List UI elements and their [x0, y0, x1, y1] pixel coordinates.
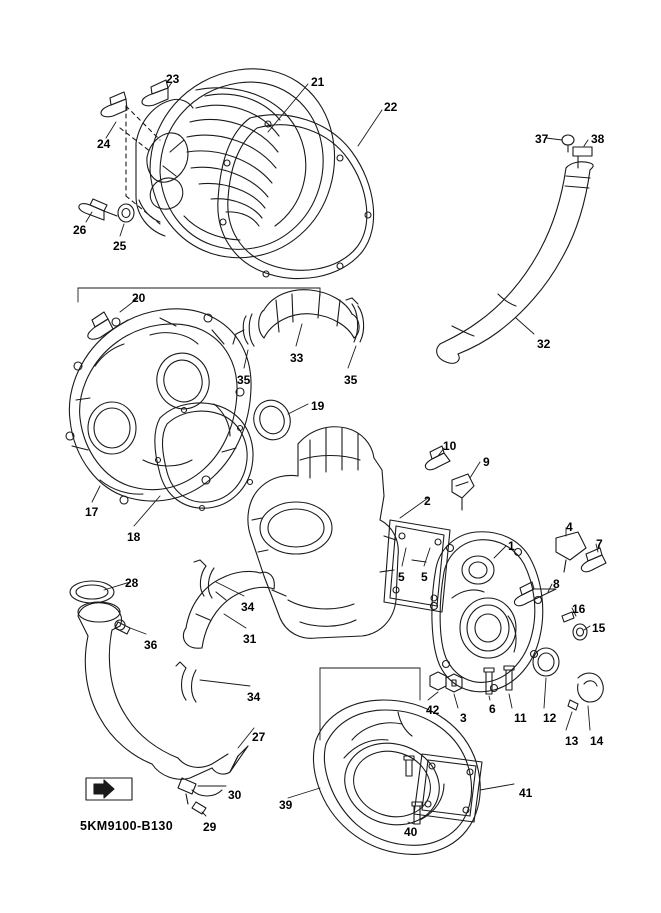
callout-42: 42 [426, 703, 440, 717]
callout-26: 26 [73, 223, 87, 237]
air-duct-27 [70, 581, 248, 814]
callout-14: 14 [590, 734, 604, 748]
air-duct-32 [437, 132, 594, 363]
callout-6: 6 [489, 702, 496, 716]
engine-crankcase [248, 427, 450, 639]
callout-15: 15 [592, 621, 606, 635]
cover-gasket-22 [218, 115, 374, 279]
callout-38: 38 [591, 132, 605, 146]
cover-gasket-18 [155, 403, 253, 510]
right-hardware-cluster [425, 446, 606, 710]
callout-5-b: 5 [421, 570, 428, 584]
fwd-arrow-badge [86, 778, 132, 800]
callout-33: 33 [290, 351, 304, 365]
callout-2: 2 [424, 494, 431, 508]
callout-4: 4 [566, 520, 573, 534]
callout-20: 20 [132, 291, 146, 305]
callout-35-right: 35 [344, 373, 358, 387]
callout-13: 13 [565, 734, 579, 748]
callout-35-left: 35 [237, 373, 251, 387]
oil-seal-19 [248, 395, 296, 445]
fan-shroud-assembly [79, 69, 335, 258]
air-duct-31 [176, 560, 274, 702]
callout-27: 27 [252, 730, 266, 744]
callout-34-b: 34 [247, 690, 261, 704]
callout-40: 40 [404, 825, 418, 839]
part-code-label: 5KM9100-B130 [80, 819, 174, 833]
callout-30: 30 [228, 788, 242, 802]
callout-31: 31 [243, 632, 257, 646]
callout-37: 37 [535, 132, 549, 146]
callout-23: 23 [166, 72, 180, 86]
callout-10: 10 [443, 439, 457, 453]
callout-5-a: 5 [398, 570, 405, 584]
callout-12: 12 [543, 711, 557, 725]
callout-7: 7 [596, 537, 603, 551]
callout-3: 3 [460, 711, 467, 725]
callout-11: 11 [514, 711, 527, 725]
callout-24: 24 [97, 137, 111, 151]
callout-29: 29 [203, 820, 217, 834]
callout-32: 32 [537, 337, 551, 351]
callout-17: 17 [85, 505, 99, 519]
callout-34-a: 34 [241, 600, 255, 614]
callout-9: 9 [483, 455, 490, 469]
callout-8: 8 [553, 577, 560, 591]
callout-28: 28 [125, 576, 139, 590]
callout-25: 25 [113, 239, 127, 253]
callout-22: 22 [384, 100, 398, 114]
callout-18: 18 [127, 530, 141, 544]
belt-cover-39 [314, 700, 482, 854]
callout-1: 1 [508, 539, 515, 553]
crankcase-cover-17 [66, 309, 251, 504]
callout-39: 39 [279, 798, 293, 812]
callout-21: 21 [311, 75, 325, 89]
callout-41: 41 [519, 786, 533, 800]
callout-16: 16 [572, 602, 586, 616]
callout-19: 19 [311, 399, 325, 413]
callout-36: 36 [144, 638, 158, 652]
